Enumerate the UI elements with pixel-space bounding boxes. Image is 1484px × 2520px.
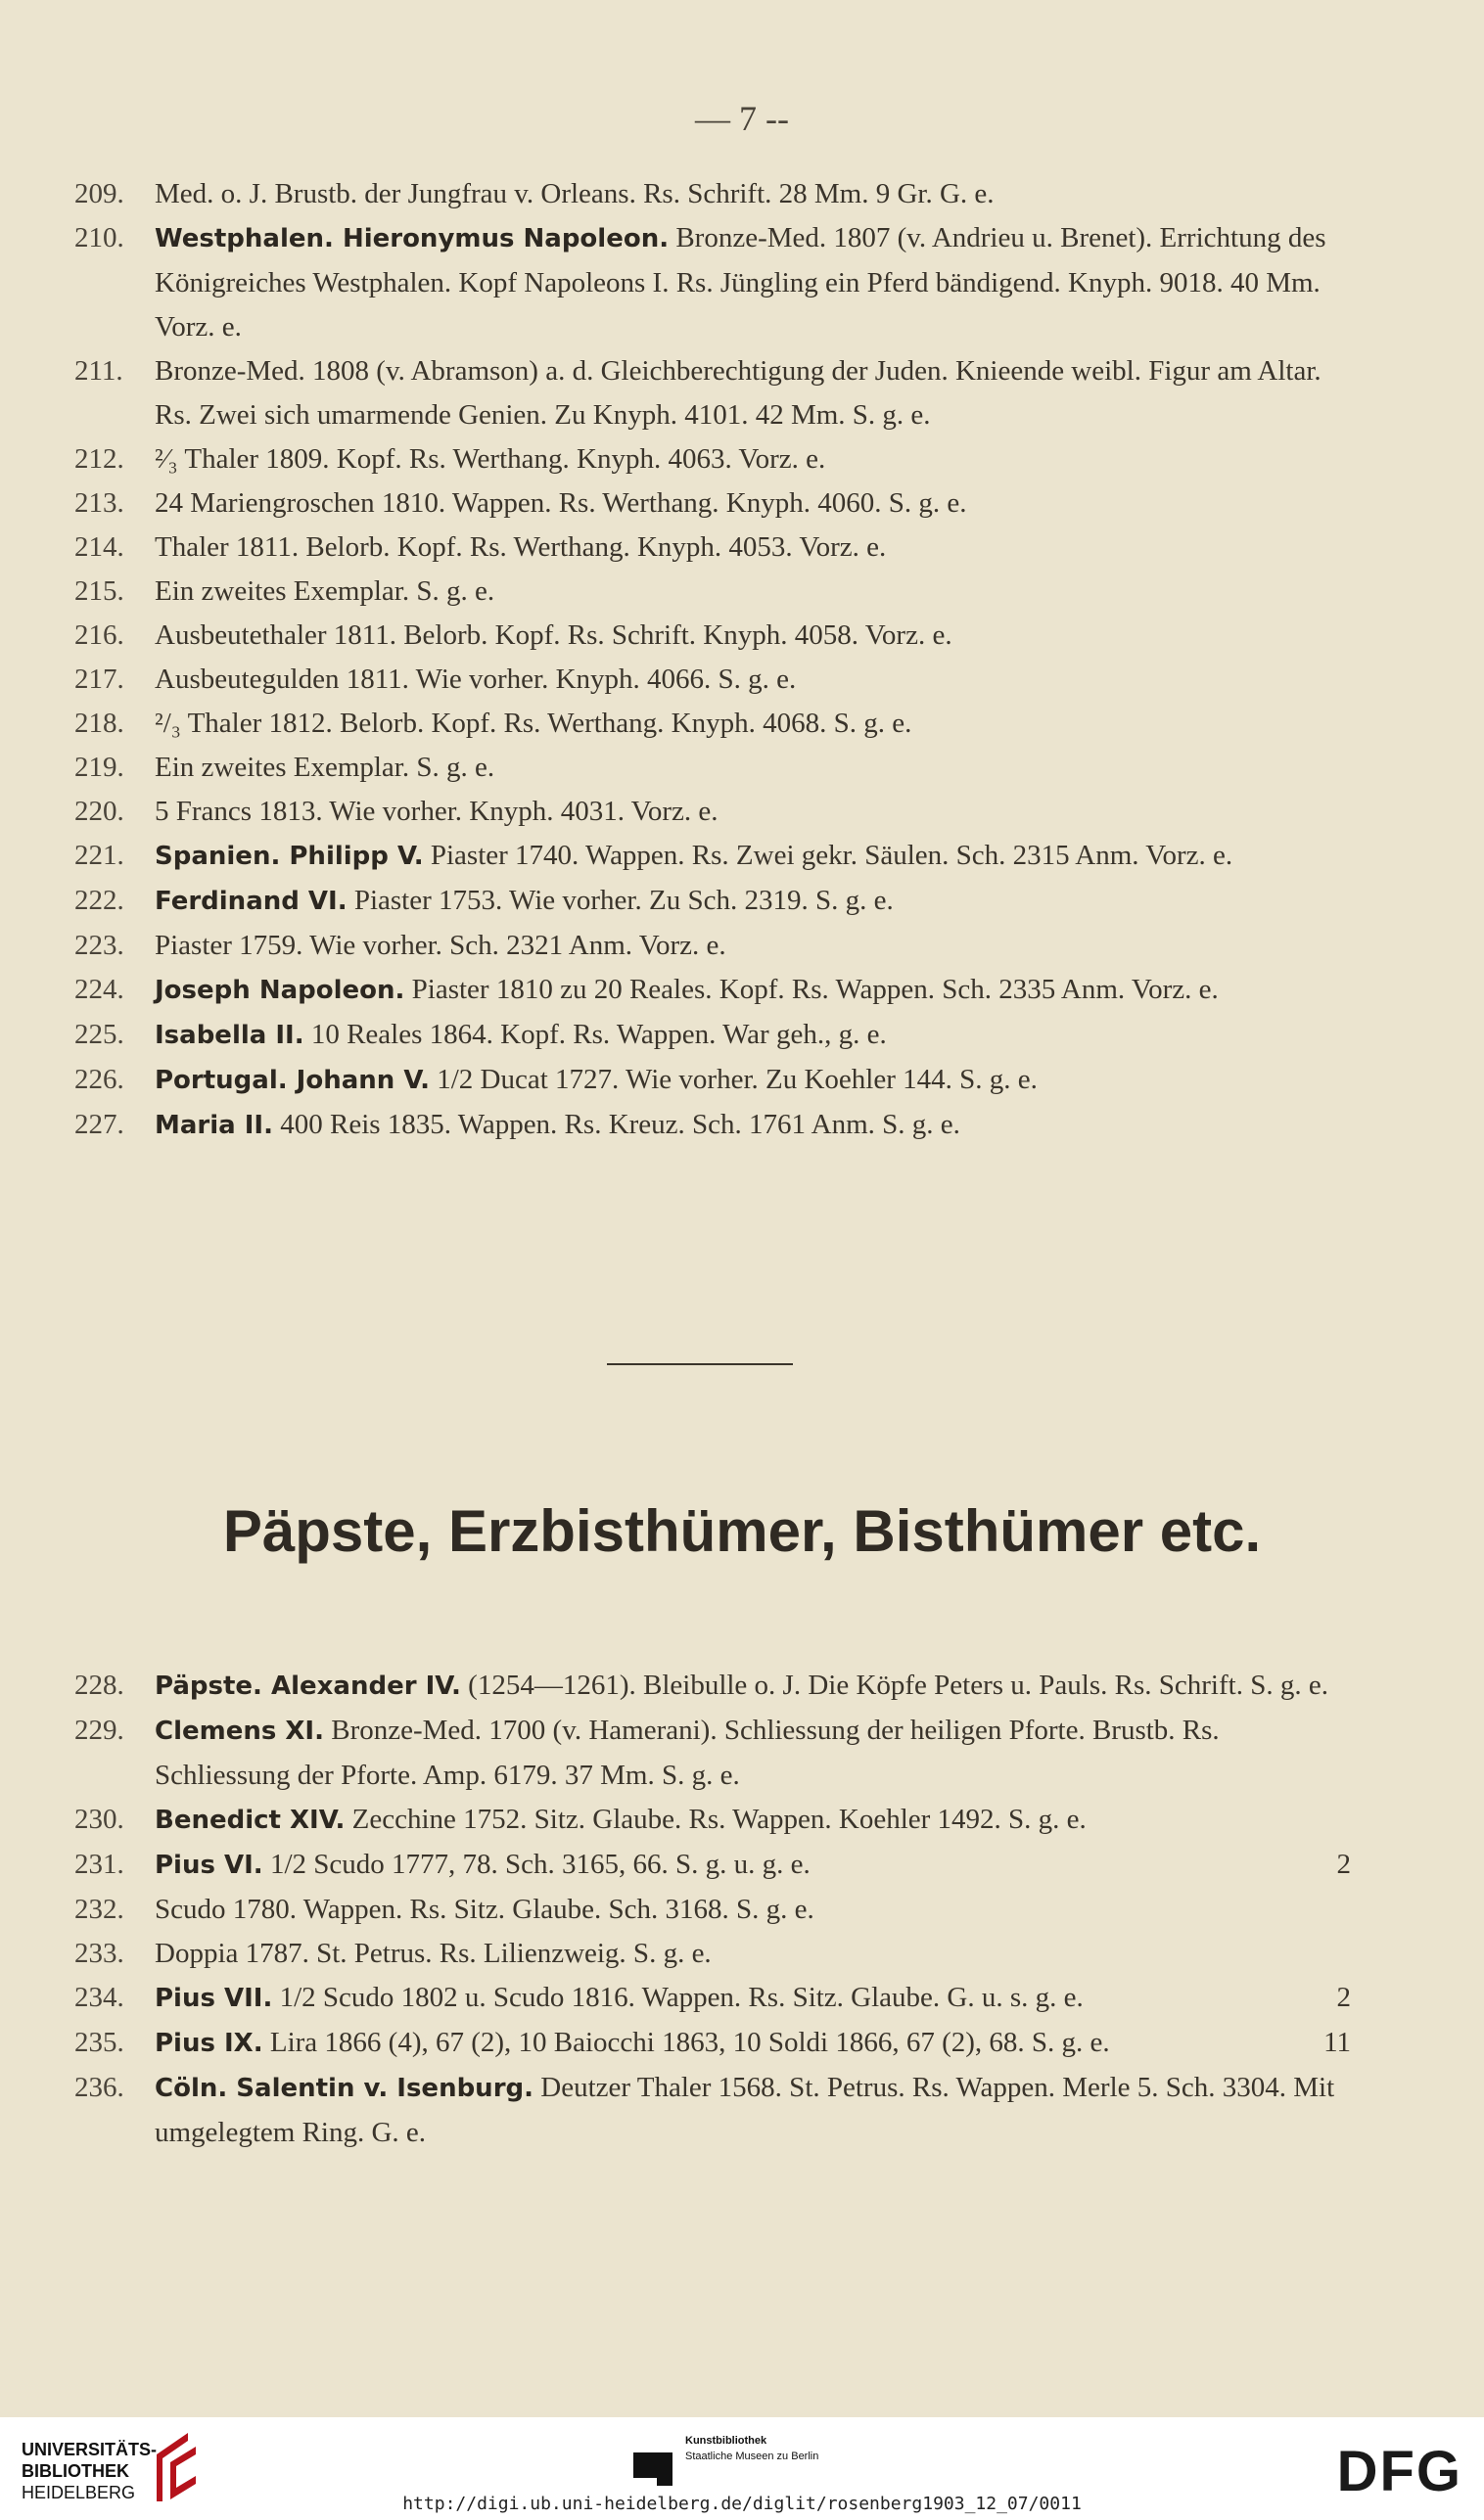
entry-heading: Pius VII. xyxy=(155,1984,273,2013)
entry-number: 232. xyxy=(74,1894,124,1925)
catalog-entry xyxy=(74,437,1347,481)
catalog-entry xyxy=(74,216,1347,349)
dfg-logo[interactable]: DFG xyxy=(1336,2440,1462,2503)
entry-heading: Joseph Napoleon. xyxy=(155,976,405,1005)
entry-text: 1/2 Scudo 1802 u. Scudo 1816. Wappen. Rs. Sitz. Glaube. G. u. s. g. e. xyxy=(279,1982,1084,2013)
entry-text: Piaster 1740. Wappen. Rs. Zwei gekr. Säulen. Sch. 2315 Anm. Vorz. e. xyxy=(430,840,1233,871)
entry-body xyxy=(155,968,1347,1013)
entry-heading: Päpste. Alexander IV. xyxy=(155,1672,461,1701)
kunstbibliothek-logo-icon xyxy=(631,2445,674,2488)
catalog-entry xyxy=(74,1843,1351,1888)
entry-text: Scudo 1780. Wappen. Rs. Sitz. Glaube. Sch. 3168. S. g. e. xyxy=(155,1894,814,1925)
catalog-entry xyxy=(74,2066,1347,2155)
entry-number: 228. xyxy=(74,1670,124,1701)
entry-number: 223. xyxy=(74,930,124,961)
entry-number: 215. xyxy=(74,575,124,607)
entry-body xyxy=(155,526,1347,570)
footer-bar xyxy=(0,2417,1484,2520)
entry-number: 229. xyxy=(74,1715,124,1746)
entry-number: 222. xyxy=(74,885,124,916)
entry-text: Piaster 1810 zu 20 Reales. Kopf. Rs. Wappen. Sch. 2335 Anm. Vorz. e. xyxy=(411,974,1219,1005)
catalog-entry xyxy=(74,1709,1347,1798)
entry-list-papal xyxy=(74,1664,1351,2155)
entry-text: 24 Mariengroschen 1810. Wappen. Rs. Werthang. Knyph. 4060. S. g. e. xyxy=(155,487,967,519)
entry-number: 226. xyxy=(74,1064,124,1095)
entry-body xyxy=(155,834,1347,879)
entry-number: 214. xyxy=(74,531,124,563)
catalog-entry xyxy=(74,172,1347,216)
catalog-entry xyxy=(74,702,1347,746)
catalog-entry xyxy=(74,481,1347,526)
entry-number: 221. xyxy=(74,840,124,871)
entry-number: 235. xyxy=(74,2027,124,2058)
catalog-entry xyxy=(74,1888,1347,1932)
entry-body xyxy=(155,216,1347,349)
catalog-entry xyxy=(74,1798,1347,1843)
page-number: — 7 -- xyxy=(695,99,789,138)
entry-margin-note: 2 xyxy=(1336,1849,1351,1880)
catalog-entry xyxy=(74,2021,1351,2066)
catalog-entry xyxy=(74,570,1347,614)
catalog-entry xyxy=(74,1976,1351,2021)
entry-heading: Maria II. xyxy=(155,1111,273,1140)
entry-text: Thaler 1811. Belorb. Kopf. Rs. Werthang. Knyph. 4053. Vorz. e. xyxy=(155,531,887,563)
entry-heading: Spanien. Philipp V. xyxy=(155,842,424,871)
entry-text: Ein zweites Exemplar. S. g. e. xyxy=(155,575,495,607)
entry-list-states xyxy=(74,172,1347,1148)
entry-text: 5 Francs 1813. Wie vorher. Knyph. 4031. Vorz. e. xyxy=(155,796,719,827)
kb-line-1: Kunstbibliothek xyxy=(685,2435,767,2447)
entry-body xyxy=(155,790,1347,834)
catalog-entry xyxy=(74,349,1347,437)
entry-text: 10 Reales 1864. Kopf. Rs. Wappen. War geh., g. e. xyxy=(310,1019,887,1050)
entry-body xyxy=(155,1976,1347,2021)
entry-number: 234. xyxy=(74,1982,124,2013)
entry-text: Bronze-Med. 1807 (v. Andrieu u. Brenet). Errichtung des Königreiches Westphalen. Kopf Napoleons I. Rs. Jüngling ein Pferd bändigend. Knyph. 9018. 40 Mm. Vorz. e. xyxy=(155,222,1326,343)
catalog-entry xyxy=(74,1058,1347,1103)
entry-body xyxy=(155,614,1347,658)
entry-margin-note: 2 xyxy=(1336,1982,1351,2013)
entry-text: Ein zweites Exemplar. S. g. e. xyxy=(155,752,495,783)
section-divider xyxy=(607,1363,793,1365)
entry-text: (1254—1261). Bleibulle o. J. Die Köpfe Peters u. Pauls. Rs. Schrift. S. g. e. xyxy=(468,1670,1328,1701)
entry-text: Deutzer Thaler 1568. St. Petrus. Rs. Wappen. Merle 5. Sch. 3304. Mit umgelegtem Ring. G. e. xyxy=(155,2072,1335,2148)
entry-body xyxy=(155,1932,1347,1976)
catalog-entry xyxy=(74,1932,1347,1976)
entry-body xyxy=(155,1013,1347,1058)
entry-number: 209. xyxy=(74,178,124,209)
entry-body xyxy=(155,437,1347,481)
catalog-entry xyxy=(74,879,1347,924)
entry-number: 217. xyxy=(74,664,124,695)
permalink-url[interactable]: http://digi.ub.uni-heidelberg.de/diglit/rosenberg1903_12_07/0011 xyxy=(402,2494,1082,2514)
kunstbibliothek-logo-text xyxy=(685,2433,818,2464)
entry-body xyxy=(155,1058,1347,1103)
entry-heading: Clemens XI. xyxy=(155,1717,324,1746)
entry-body xyxy=(155,1709,1347,1798)
entry-text: Bronze-Med. 1700 (v. Hamerani). Schliessung der heiligen Pforte. Brustb. Rs. Schliessung der Pforte. Amp. 6179. 37 Mm. S. g. e. xyxy=(155,1715,1220,1791)
entry-body xyxy=(155,481,1347,526)
entry-text: 1/2 Scudo 1777, 78. Sch. 3165, 66. S. g. u. g. e. xyxy=(269,1849,811,1880)
entry-text: Doppia 1787. St. Petrus. Rs. Lilienzweig. S. g. e. xyxy=(155,1938,712,1969)
uni-line-1: UNIVERSITÄTS- xyxy=(22,2440,158,2459)
entry-body xyxy=(155,924,1347,968)
entry-heading: Cöln. Salentin v. Isenburg. xyxy=(155,2074,534,2103)
entry-text: Piaster 1759. Wie vorher. Sch. 2321 Anm. Vorz. e. xyxy=(155,930,726,961)
entry-body xyxy=(155,172,1347,216)
entry-body xyxy=(155,1888,1347,1932)
entry-number: 220. xyxy=(74,796,124,827)
entry-number: 219. xyxy=(74,752,124,783)
entry-number: 213. xyxy=(74,487,124,519)
catalog-entry xyxy=(74,526,1347,570)
entry-number: 225. xyxy=(74,1019,124,1050)
entry-number: 210. xyxy=(74,222,124,253)
catalog-entry xyxy=(74,746,1347,790)
entry-text: 400 Reis 1835. Wappen. Rs. Kreuz. Sch. 1761 Anm. S. g. e. xyxy=(280,1109,960,1140)
section-title: Päpste, Erzbisthümer, Bisthümer etc. xyxy=(222,1498,1262,1564)
entry-number: 224. xyxy=(74,974,124,1005)
catalog-entry xyxy=(74,1664,1347,1709)
catalog-entry xyxy=(74,1013,1347,1058)
entry-text: Lira 1866 (4), 67 (2), 10 Baiocchi 1863, 10 Soldi 1866, 67 (2), 68. S. g. e. xyxy=(269,2027,1110,2058)
catalog-entry xyxy=(74,968,1347,1013)
entry-number: 216. xyxy=(74,619,124,651)
entry-body xyxy=(155,1843,1347,1888)
entry-body xyxy=(155,570,1347,614)
entry-number: 230. xyxy=(74,1804,124,1835)
entry-text: Ausbeutegulden 1811. Wie vorher. Knyph. 4066. S. g. e. xyxy=(155,664,797,695)
entry-number: 233. xyxy=(74,1938,124,1969)
entry-body xyxy=(155,349,1347,437)
entry-body xyxy=(155,1798,1347,1843)
entry-number: 212. xyxy=(74,443,124,475)
uni-line-3: HEIDELBERG xyxy=(22,2483,136,2502)
entry-body xyxy=(155,702,1347,746)
catalog-entry xyxy=(74,614,1347,658)
entry-body xyxy=(155,2066,1347,2155)
entry-number: 231. xyxy=(74,1849,124,1880)
entry-heading: Pius IX. xyxy=(155,2029,263,2058)
catalog-entry xyxy=(74,924,1347,968)
entry-number: 227. xyxy=(74,1109,124,1140)
entry-heading: Ferdinand VI. xyxy=(155,887,348,916)
catalog-entry xyxy=(74,658,1347,702)
entry-heading: Westphalen. Hieronymus Napoleon. xyxy=(155,224,670,253)
kb-line-2: Staatliche Museen zu Berlin xyxy=(685,2451,819,2462)
entry-heading: Pius VI. xyxy=(155,1851,263,1880)
entry-text: ²/₃ Thaler 1812. Belorb. Kopf. Rs. Werthang. Knyph. 4068. S. g. e. xyxy=(155,708,912,739)
entry-text: Zecchine 1752. Sitz. Glaube. Rs. Wappen. Koehler 1492. S. g. e. xyxy=(351,1804,1087,1835)
entry-body xyxy=(155,1664,1347,1709)
entry-margin-note: 11 xyxy=(1323,2027,1351,2058)
entry-heading: Benedict XIV. xyxy=(155,1806,346,1835)
entry-heading: Portugal. Johann V. xyxy=(155,1066,430,1095)
entry-text: 1/2 Ducat 1727. Wie vorher. Zu Koehler 144. S. g. e. xyxy=(437,1064,1038,1095)
catalog-entry xyxy=(74,1103,1347,1148)
entry-body xyxy=(155,1103,1347,1148)
entry-number: 218. xyxy=(74,708,124,739)
catalog-entry xyxy=(74,834,1347,879)
entry-text: ²⁄₃ Thaler 1809. Kopf. Rs. Werthang. Knyph. 4063. Vorz. e. xyxy=(155,443,826,475)
entry-body xyxy=(155,879,1347,924)
entry-number: 211. xyxy=(74,355,123,387)
entry-text: Bronze-Med. 1808 (v. Abramson) a. d. Gleichberechtigung der Juden. Knieende weibl. Figur am Altar. Rs. Zwei sich umarmende Genien. Zu Knyph. 4101. 42 Mm. S. g. e. xyxy=(155,355,1322,431)
entry-text: Ausbeutethaler 1811. Belorb. Kopf. Rs. Schrift. Knyph. 4058. Vorz. e. xyxy=(155,619,952,651)
entry-text: Piaster 1753. Wie vorher. Zu Sch. 2319. S. g. e. xyxy=(353,885,894,916)
entry-body xyxy=(155,2021,1347,2066)
catalog-entry xyxy=(74,790,1347,834)
entry-heading: Isabella II. xyxy=(155,1021,304,1050)
uni-line-2: BIBLIOTHEK xyxy=(22,2461,129,2481)
entry-text: Med. o. J. Brustb. der Jungfrau v. Orleans. Rs. Schrift. 28 Mm. 9 Gr. G. e. xyxy=(155,178,995,209)
entry-number: 236. xyxy=(74,2072,124,2103)
entry-body xyxy=(155,658,1347,702)
entry-body xyxy=(155,746,1347,790)
